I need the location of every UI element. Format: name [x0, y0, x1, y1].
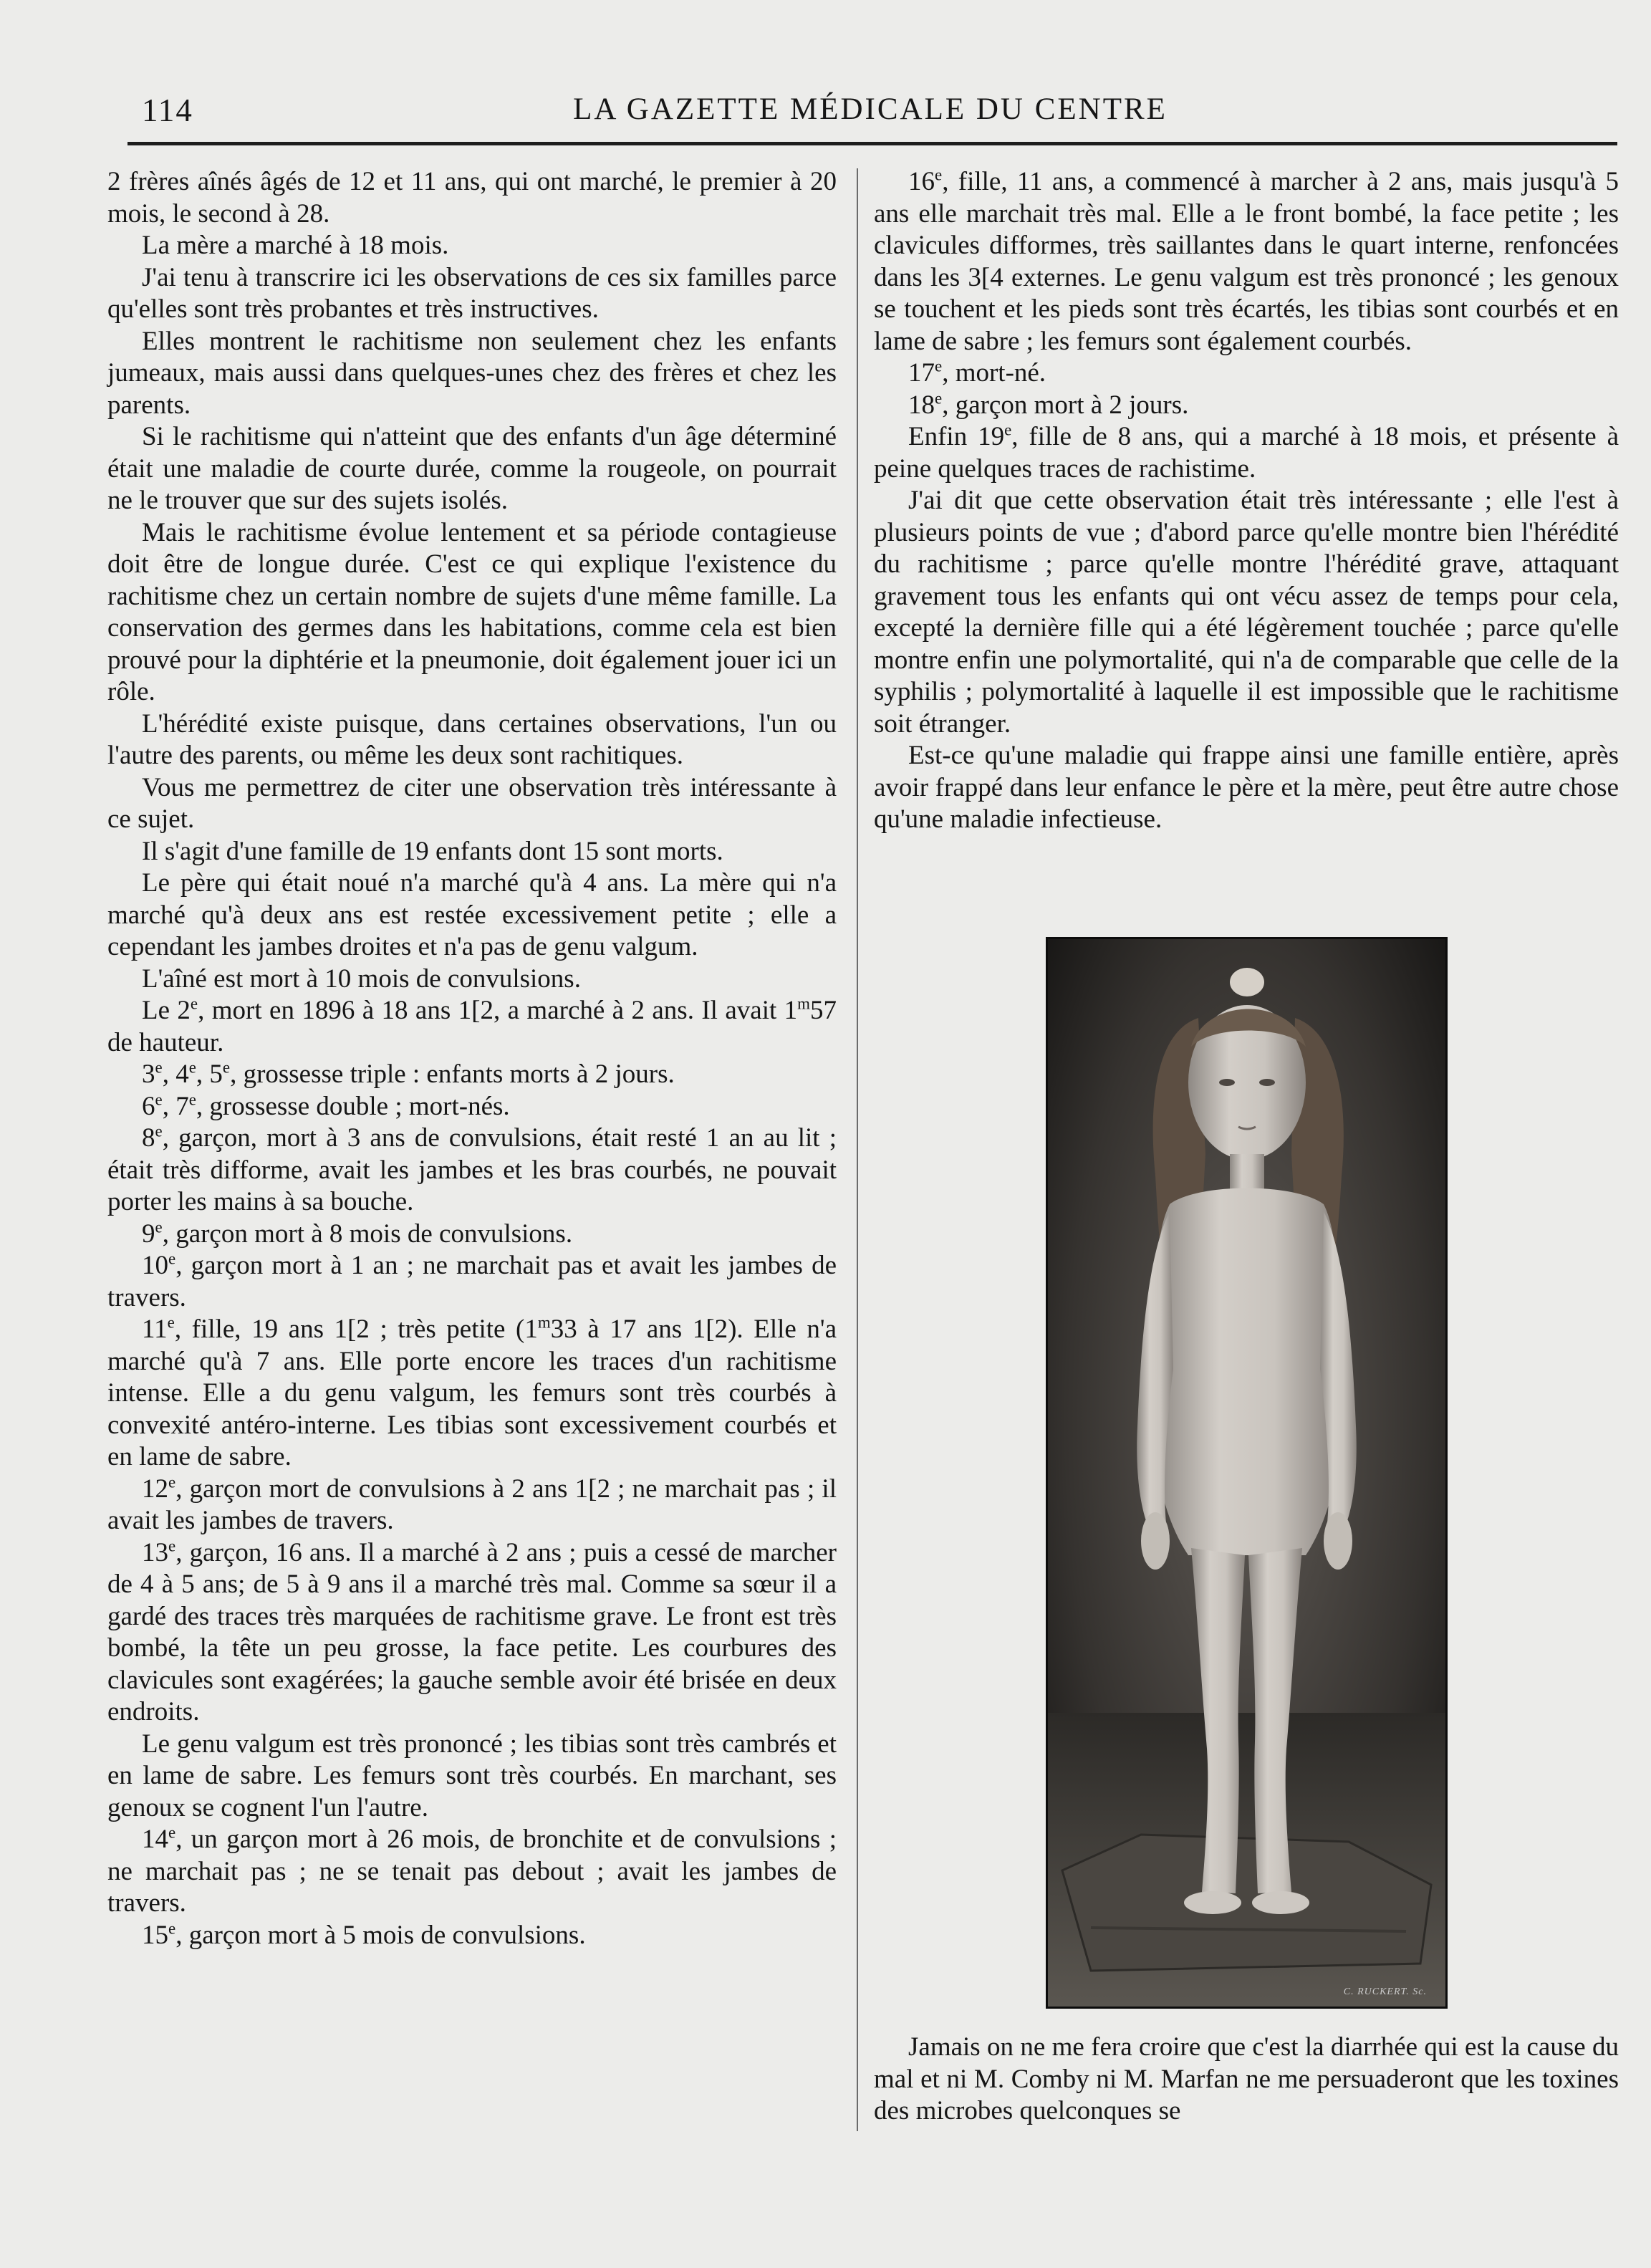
page-number: 114 [142, 92, 193, 128]
paragraph: 10e, garçon mort à 1 an ; ne marchait pas et avait les jambes de travers. [107, 1249, 837, 1312]
right-column [874, 166, 1619, 836]
paragraph: Jamais on ne me fera croire que c'est la diarrhée qui est la cause du mal et ni M. Comby ni M. Marfan ne me persuaderont que les toxines des microbes quelconques se [874, 2032, 1619, 2125]
paragraph: 14e, un garçon mort à 26 mois, de bronchite et de convulsions ; ne marchait pas ; ne se tenait pas debout ; avait les jambes de travers. [107, 1823, 837, 1918]
paragraph: J'ai tenu à transcrire ici les observations de ces six familles parce qu'elles sont très probantes et très instructives. [107, 262, 837, 324]
photograph-rickets-child [1046, 937, 1448, 2009]
paragraph: 16e, fille, 11 ans, a commencé à marcher à 2 ans, mais jusqu'à 5 ans elle marchait très mal. Elle a le front bombé, la face petite ; les clavicules difformes, très saillantes dans le quart interne, renfoncées dans les 3[4 externes. Le genu valgum est très prononcé ; les genoux se touchent et les pieds sont très écartés, les tibias sont courbés et en lame de sabre ; les femurs sont également courbés. [874, 165, 1619, 356]
paragraph: Enfin 19e, fille de 8 ans, qui a marché à 18 mois, et présente à peine quelques traces de rachistime. [874, 421, 1619, 484]
engraver-signature: C. RUCKERT. Sc. [1343, 1986, 1427, 1997]
left-column [107, 166, 837, 1951]
paragraph: Le père qui était noué n'a marché qu'à 4 ans. La mère qui n'a marché qu'à deux ans est restée excessivement petite ; elle a cependant les jambes droites et n'a pas de genu valgum. [107, 868, 837, 961]
paragraph: L'aîné est mort à 10 mois de convulsions. [142, 964, 581, 994]
paragraph: 15e, garçon mort à 5 mois de convulsions. [142, 1919, 586, 1950]
paragraph: Vous me permettrez de citer une observation très intéressante à ce sujet. [107, 772, 837, 834]
paragraph: J'ai dit que cette observation était très intéressante ; elle l'est à plusieurs points de vue ; d'abord parce qu'elle montre bien l'hérédité du rachitisme ; parce qu'elle montre l'hérédité grave, attaquant gravement tous les enfants qui ont vécu assez de temps pour cela, excepté la dernière fille qui a été légèrement touchée ; parce qu'elle montre enfin une polymortalité, qui n'a de comparable que celle de la syphilis ; polymortalité à laquelle il est impossible que le rachitisme soit étranger. [874, 486, 1619, 739]
right-column-continuation [874, 2032, 1619, 2128]
paragraph: La mère a marché à 18 mois. [142, 231, 449, 260]
paragraph: Mais le rachitisme évolue lentement et sa période contagieuse doit être de longue durée. C'est ce qui explique l'existence du rachitisme chez un certain nombre de sujets d'une même famille. La conservation des germes dans les habitations, comme cela est bien prouvé pour la diphtérie et la pneumonie, doit également jouer ici un rôle. [107, 517, 837, 706]
page-header [122, 92, 1619, 132]
paragraph: Le 2e, mort en 1896 à 18 ans 1[2, a marché à 2 ans. Il avait 1$^m$57 de hauteur. [107, 994, 837, 1057]
paragraph: 17e, mort-né. [908, 357, 1046, 388]
paragraph: 12e, garçon mort de convulsions à 2 ans 1[2 ; ne marchait pas ; il avait les jambes de travers. [107, 1473, 837, 1535]
running-title: LA GAZETTE MÉDICALE DU CENTRE [573, 92, 1168, 126]
column-divider [857, 168, 858, 2131]
paragraph: Il s'agit d'une famille de 19 enfants dont 15 sont morts. [142, 836, 723, 866]
paragraph: 13e, garçon, 16 ans. Il a marché à 2 ans ; puis a cessé de marcher de 4 à 5 ans; de 5 à 9 ans il a marché très mal. Comme sa sœur il a gardé des traces très marquées de rachitisme grave. Le front est très bombé, la tête un peu grosse, la face petite. Les courbures des clavicules sont exagérées; la gauche semble avoir été brisée en deux endroits. [107, 1537, 837, 1726]
paragraph: 11e, fille, 19 ans 1[2 ; très petite (1$^m$33 à 17 ans 1[2). Elle n'a marché qu'à 7 ans. Elle porte encore les traces d'un rachitisme intense. Elle a du genu valgum, les femurs sont très courbés à convexité antéro-interne. Les tibias sont excessivement courbés et en lame de sabre. [107, 1313, 837, 1471]
header-rule [127, 142, 1617, 145]
paragraph: 6e, 7e, grossesse double ; mort-nés. [142, 1090, 510, 1121]
paragraph: Le genu valgum est très prononcé ; les tibias sont très cambrés et en lame de sabre. Les femurs sont très courbés. En marchant, ses genoux se cognent l'un l'autre. [107, 1729, 837, 1822]
paragraph: Si le rachitisme qui n'atteint que des enfants d'un âge déterminé était une maladie de courte durée, comme la rougeole, on pourrait ne le trouver que sur des sujets isolés. [107, 422, 837, 515]
paragraph: 3e, 4e, 5e, grossesse triple : enfants morts à 2 jours. [142, 1058, 675, 1089]
paragraph: 9e, garçon mort à 8 mois de convulsions. [142, 1218, 573, 1249]
paragraph: L'hérédité existe puisque, dans certaines observations, l'un ou l'autre des parents, ou même les deux sont rachitiques. [107, 708, 837, 770]
photo-illustration [1048, 939, 1445, 2007]
paragraph: 8e, garçon, mort à 3 ans de convulsions, était resté 1 an au lit ; était très difforme, avait les jambes et les bras courbés, ne pouvait porter les mains à sa bouche. [107, 1122, 837, 1216]
paragraph: 2 frères aînés âgés de 12 et 11 ans, qui ont marché, le premier à 20 mois, le second à 28. [107, 167, 837, 229]
paragraph: 18e, garçon mort à 2 jours. [908, 389, 1189, 420]
paragraph: Est-ce qu'une maladie qui frappe ainsi une famille entière, après avoir frappé dans leur enfance le père et la mère, peut être autre chose qu'une maladie infectieuse. [874, 741, 1619, 834]
paragraph: Elles montrent le rachitisme non seulement chez les enfants jumeaux, mais aussi dans quelques-unes chez des frères et chez les parents. [107, 326, 837, 420]
